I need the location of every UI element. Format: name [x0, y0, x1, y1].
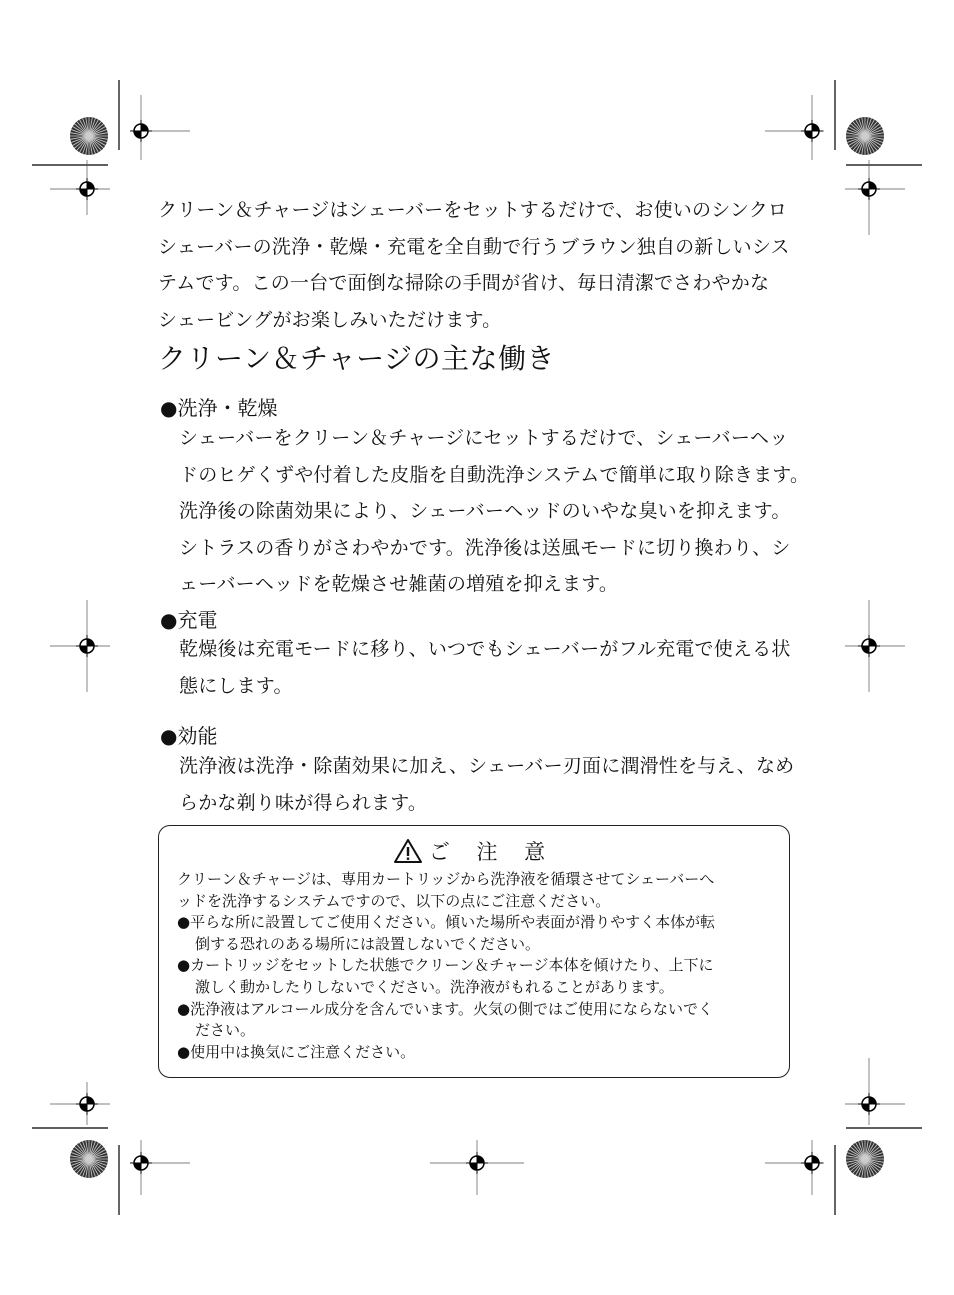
- section-heading-wash-dry: ●洗浄・乾燥: [160, 396, 278, 420]
- caution-box: [158, 825, 790, 1078]
- caution-line: 倒する恐れのある場所には設置しないでください。: [195, 934, 541, 953]
- caution-line: ●使用中は換気にご注意ください。: [177, 1042, 416, 1061]
- intro-line: シェーバーの洗浄・乾燥・充電を全自動で行うブラウン独自の新しいシス: [158, 235, 790, 258]
- caution-line: クリーン＆チャージは、専用カートリッジから洗浄液を循環させてシェーバーへ: [177, 870, 715, 888]
- body-line: 態にします。: [179, 674, 293, 697]
- caution-line: ●平らな所に設置してご使用ください。傾いた場所や表面が滑りやすく本体が転: [177, 913, 716, 932]
- intro-line: クリーン＆チャージはシェーバーをセットするだけで、お使いのシンクロ: [158, 199, 788, 221]
- body-line: シトラスの香りがさわやかです。洗浄後は送風モードに切り換わり、シ: [179, 536, 791, 559]
- caution-line: ●洗浄液はアルコール成分を含んでいます。火気の側ではご使用にならないでく: [177, 999, 713, 1018]
- section-body-charge: [179, 631, 791, 704]
- warning-triangle-icon: [393, 838, 423, 864]
- main-heading: クリーン＆チャージの主な働き: [158, 342, 556, 375]
- section-body-wash-dry: [179, 420, 809, 603]
- body-line: シェーバーをクリーン＆チャージにセットするだけで、シェーバーヘッ: [179, 427, 789, 449]
- body-line: ドのヒゲくずや付着した皮脂を自動洗浄システムで簡単に取り除きます。: [179, 463, 810, 486]
- caution-body: [177, 869, 777, 1063]
- caution-title-row: [159, 836, 789, 866]
- section-heading-charge: ●充電: [160, 608, 218, 632]
- body-line: ェーバーヘッドを乾燥させ雑菌の増殖を抑えます。: [179, 573, 619, 595]
- intro-paragraph: [158, 192, 790, 338]
- body-line: 洗浄後の除菌効果により、シェーバーヘッドのいやな臭いを抑えます。: [179, 500, 791, 522]
- body-line: らかな剃り味が得られます。: [179, 791, 428, 814]
- body-line: 洗浄液は洗浄・除菌効果に加え、シェーバー刃面に潤滑性を与え、なめ: [179, 755, 795, 777]
- caution-line: 激しく動かしたりしないでください。洗浄液がもれることがあります。: [195, 977, 674, 996]
- caution-line: ッドを洗浄するシステムですので、以下の点にご注意ください。: [177, 891, 611, 910]
- intro-line: テムです。この一台で面倒な掃除の手間が省け、毎日清潔でさわやかな: [158, 272, 770, 294]
- section-heading-effect: ●効能: [160, 724, 218, 748]
- caution-title: ご 注 意: [428, 840, 556, 864]
- caution-line: ●カートリッジをセットした状態でクリーン＆チャージ本体を傾けたり、上下に: [177, 956, 714, 975]
- body-line: 乾燥後は充電モードに移り、いつでもシェーバーがフル充電で使える状: [179, 638, 791, 660]
- section-body-effect: [179, 748, 794, 821]
- caution-line: ださい。: [195, 1021, 256, 1040]
- intro-line: シェービングがお楽しみいただけます。: [158, 308, 502, 331]
